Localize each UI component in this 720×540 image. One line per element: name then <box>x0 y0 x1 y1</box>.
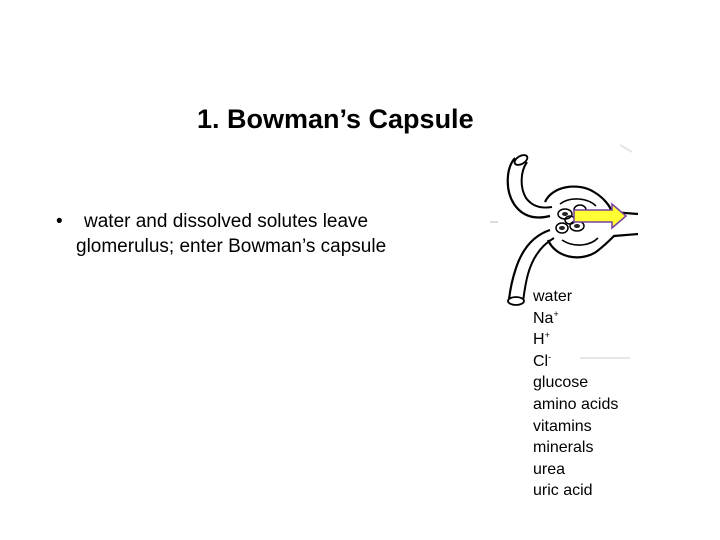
bowmans-capsule-diagram <box>470 140 640 310</box>
capsule-inner-wall-lower <box>562 238 598 245</box>
solute-item: urea <box>533 460 566 478</box>
afferent-arteriole-wall <box>522 162 552 208</box>
solute-item: glucose <box>533 374 589 392</box>
solute-item: vitamins <box>533 417 592 435</box>
bullet-marker: • <box>56 211 63 232</box>
afferent-opening <box>513 153 529 167</box>
filtrate-arrow-icon <box>574 204 626 228</box>
solute-item: uric acid <box>533 482 593 500</box>
figure-edge-mark <box>620 145 632 152</box>
filtered-solutes-list <box>533 286 618 502</box>
efferent-opening <box>508 297 524 305</box>
bullet-text-line-1: water and dissolved solutes leave <box>84 211 369 232</box>
solute-item: minerals <box>533 439 594 457</box>
bullet-text-line-2: glomerulus; enter Bowman’s capsule <box>76 236 387 257</box>
solute-item: water <box>533 288 573 305</box>
solute-item: Cl- <box>533 351 552 370</box>
solute-item: amino acids <box>533 395 619 413</box>
solute-item: H+ <box>533 330 550 349</box>
solute-item: Na+ <box>533 308 559 327</box>
afferent-arteriole <box>508 158 550 218</box>
slide-title: 1. Bowman’s Capsule <box>197 104 474 134</box>
capsule-outer-wall-lower <box>548 234 638 257</box>
